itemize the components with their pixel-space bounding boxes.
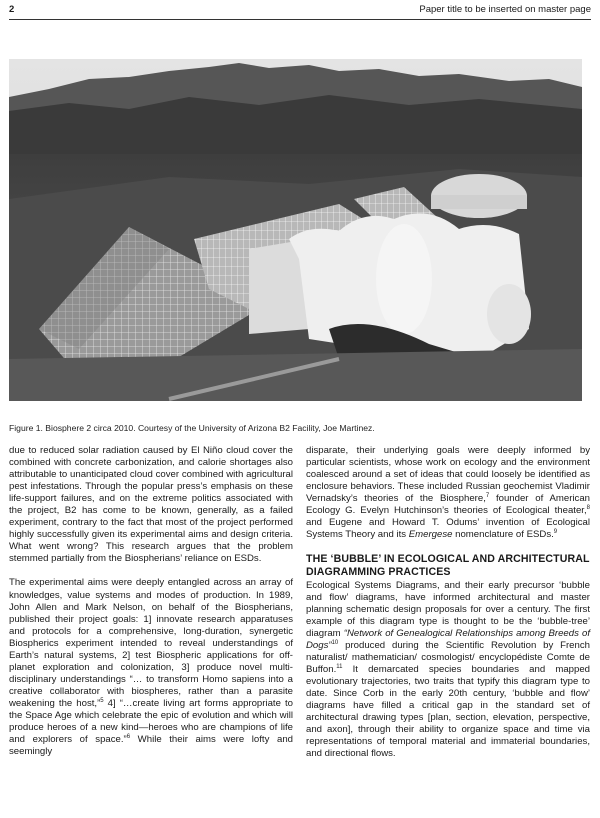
paragraph-text: 4] “…create living art forms appropriate to the Space Age which celebrate the epic of evolution and which will produce heroes of a new kind—heroes who are champions of life and explorers of space.” [9, 697, 293, 746]
paragraph-text: due to reduced solar radiation caused by El Niño cloud cover the combined with concrete carbonization, and calorie shortages also attributable to unanticipated cloud cover combined with agricultural pest infestations. Through the popular press’s emphasis on these life-support failures, and on the extreme politics associated with the project, B2 has come to be known, generally, as a failed experiment, contrary to the fact that most of the project performed highly successfully given its experimental aims and design criteria. What went wrong? This research argues that the problem stemmed partially from the Biospherians’ reliance on ESDs. [9, 445, 293, 565]
paragraph-text: It demarcated species boundaries and mapped evolutionary trajectories, two traits that typify this diagram type to date. Since Corb in the early 20th century, ‘bubble and flow’ diagrams have filled a critical gap in the standard set of architectural drawing types [plan, section, elevation, perspective, and axon], through their ability to organize space and time via representations of temporal material and immaterial boundaries, and directional flows. [306, 663, 590, 760]
page-number: 2 [9, 4, 15, 15]
running-title: Paper title to be inserted on master page [419, 4, 591, 15]
emphasis-text: Emergese [408, 529, 453, 541]
paragraph-text: The experimental aims were deeply entangled across an array of knowledges, value systems and modes of production. In 1989, John Allen and Mark Nelson, on behalf of the Biospherians, published their project goals: 1] innovate research apparatuses and protocols for a comprehensive, long-duration, synergetic Biospherics experiment intended to reveal understandings of Earth’s natural systems, 2] test Biospheric applications for off-planet exploration and colonization, 3] produce novel multi-disciplinary understandings “… to transform Homo sapiens into a creative collaborator with biospheres, rather than a parasite weakening the host,” [9, 577, 293, 709]
left-column [9, 445, 293, 770]
footnote-ref: 5 [100, 697, 104, 704]
figure-photo-biosphere-2 [9, 59, 582, 401]
section-heading: THE ‘BUBBLE’ IN ECOLOGICAL AND ARCHITECTURAL DIAGRAMMING PRACTICES [306, 553, 590, 578]
emphasis-text: “Network of Genealogical Relationships among Breeds of Dogs” [306, 627, 590, 651]
paragraph [306, 445, 590, 541]
footnote-ref: 11 [336, 663, 343, 670]
paragraph-text: nomenclature of ESDs. [452, 529, 554, 541]
paragraph [306, 580, 590, 761]
paragraph-text: and Eugene and Howard T. Odums’ invention of Ecological Systems Theory and its [306, 517, 590, 541]
footnote-ref: 7 [485, 493, 490, 499]
paragraph-text: produced during the Scientific Revolution by French naturalist/ mathematician/ cosmologist/ encyclopédiste Comte de Buffon. [306, 639, 590, 675]
paragraph-text: disparate, their underlying goals were deeply informed by particular scientists, whose work on ecology and the environment coalesced around a set of ideas that could loosely be identified as enclosure behaviors. These included Russian geochemist Vladimir Vernadsky’s theories of the Biosphere, [306, 445, 590, 505]
right-column [306, 445, 590, 772]
running-header [9, 3, 591, 20]
paragraph-text: While their aims were lofty and seemingly [9, 734, 293, 758]
footnote-ref: 10 [331, 639, 339, 646]
paragraph-text: founder of American Ecology G. Evelyn Hutchinson’s theories of Ecological theater, [306, 493, 590, 517]
paragraph [9, 445, 293, 565]
footnote-ref: 8 [586, 505, 590, 512]
footnote-ref: 6 [126, 733, 131, 740]
paragraph-text: Ecological Systems Diagrams, and their early precursor ‘bubble and flow’ diagrams, have informed architectural and master planning schematic design proposals for over a century. The first example of this diagram type is thought to be the ‘bubble-tree’ diagram [306, 579, 590, 639]
section-heading-wrapper [306, 553, 590, 578]
footnote-ref: 9 [553, 529, 558, 536]
paragraph [9, 577, 293, 758]
figure-caption: Figure 1. Biosphere 2 circa 2010. Courtesy of the University of Arizona B2 Facility, Joe Martinez. [9, 423, 375, 433]
